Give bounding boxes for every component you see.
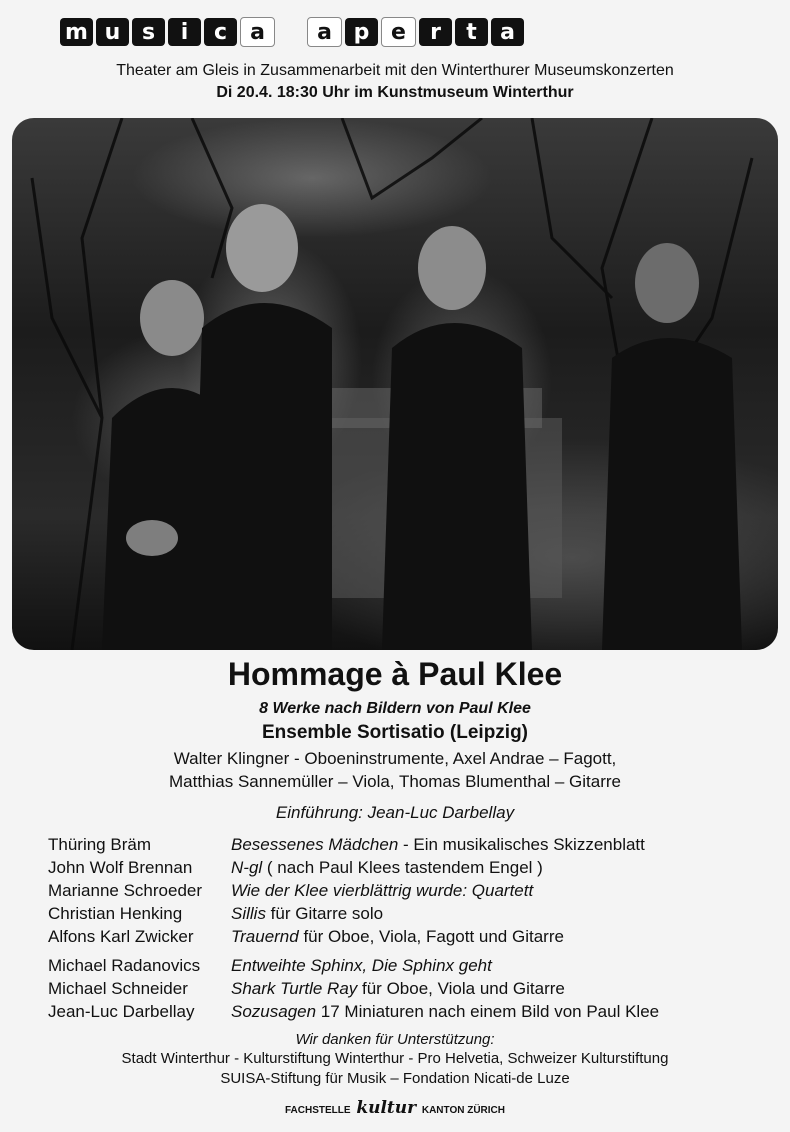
work-title: N-gl [231,858,263,877]
thanks-heading: Wir danken für Unterstützung: [295,1031,495,1048]
work-instrumentation: - Ein musikalisches Skizzenblatt [398,835,645,854]
logo-letter-tile: i [168,18,201,46]
logo-letter-tile: s [132,18,165,46]
header-line-date: Di 20.4. 18:30 Uhr im Kunstmuseum Winterthur [216,84,574,101]
composer-name: John Wolf Brennan [48,858,193,877]
work-description [231,879,533,902]
work-title: Sozusagen [231,1002,317,1021]
header-line-organizers: Theater am Gleis in Zusammenarbeit mit den Winterthurer Museumskonzerten [116,62,674,79]
work-instrumentation: ( nach Paul Klees tastendem Engel ) [262,858,543,877]
program-row [48,954,748,977]
sponsors-line-2: SUISA-Stiftung für Musik – Fondation Nicati-de Luze [220,1070,570,1087]
footer-left: FACHSTELLE [284,1105,351,1116]
program-row [48,833,748,856]
work-description [231,925,564,948]
musica-aperta-logo [60,12,730,52]
sponsors-line-1: Stadt Winterthur - Kulturstiftung Winterthur - Pro Helvetia, Schweizer Kulturstiftung [121,1050,669,1067]
work-instrumentation: 17 Miniaturen nach einem Bild von Paul Klee [316,1002,660,1021]
logo-letter-tile: a [307,17,342,47]
cast-line-2: Matthias Sannemüller – Viola, Thomas Blumenthal – Gitarre [169,772,621,791]
program-row [48,879,748,902]
composer-name: Michael Schneider [48,979,188,998]
composer-name: Alfons Karl Zwicker [48,927,194,946]
logo-letter-tile: a [491,18,524,46]
work-description [231,833,645,856]
logo-letter-tile: u [96,18,129,46]
work-title: Besessenes Mädchen [231,835,399,854]
work-description [231,856,543,879]
logo-letter-tile: r [419,18,452,46]
work-description [231,977,565,1000]
logo-letter-tile: m [60,18,93,46]
composer-name: Marianne Schroeder [48,881,203,900]
program-row [48,1000,748,1023]
work-title: Wie der Klee vierblättrig wurde: Quartett [231,881,534,900]
logo-letter-tile: e [381,17,416,47]
composer-name: Thüring Bräm [48,835,151,854]
logo-letter-tile: c [204,18,237,46]
work-title: Shark Turtle Ray [231,979,358,998]
composer-name: Jean-Luc Darbellay [48,1002,195,1021]
concert-subtitle: 8 Werke nach Bildern von Paul Klee [259,700,531,717]
work-title: Entweihte Sphinx, Die Sphinx geht [231,956,492,975]
program-row [48,856,748,879]
logo-letter-tile: a [240,17,275,47]
composer-name: Michael Radanovics [48,956,201,975]
logo-letter-tile: p [345,18,378,46]
cast-line-1: Walter Klingner - Oboeninstrumente, Axel Andrae – Fagott, [173,749,617,768]
ensemble-photo [12,118,778,650]
concert-title: Hommage à Paul Klee [227,656,563,692]
footer-kultur: kultur [356,1098,417,1118]
work-description [231,1000,659,1023]
ensemble-name: Ensemble Sortisatio (Leipzig) [261,722,529,743]
program-row [48,977,748,1000]
work-instrumentation: für Gitarre solo [265,904,384,923]
work-instrumentation: für Oboe, Viola, Fagott und Gitarre [298,927,564,946]
program-row [48,902,748,925]
work-description [231,902,383,925]
work-instrumentation: für Oboe, Viola und Gitarre [357,979,565,998]
logo-letter-tile: t [455,18,488,46]
work-description [231,954,492,977]
fachstelle-kultur-logo [0,1098,790,1118]
program-list [48,833,748,1023]
program-row [48,925,748,948]
footer-right: KANTON ZÜRICH [421,1105,506,1116]
work-title: Sillis [231,904,266,923]
work-title: Trauernd [231,927,299,946]
composer-name: Christian Henking [48,904,183,923]
logo-spacer [278,18,304,46]
introduction-line: Einführung: Jean-Luc Darbellay [275,803,515,822]
